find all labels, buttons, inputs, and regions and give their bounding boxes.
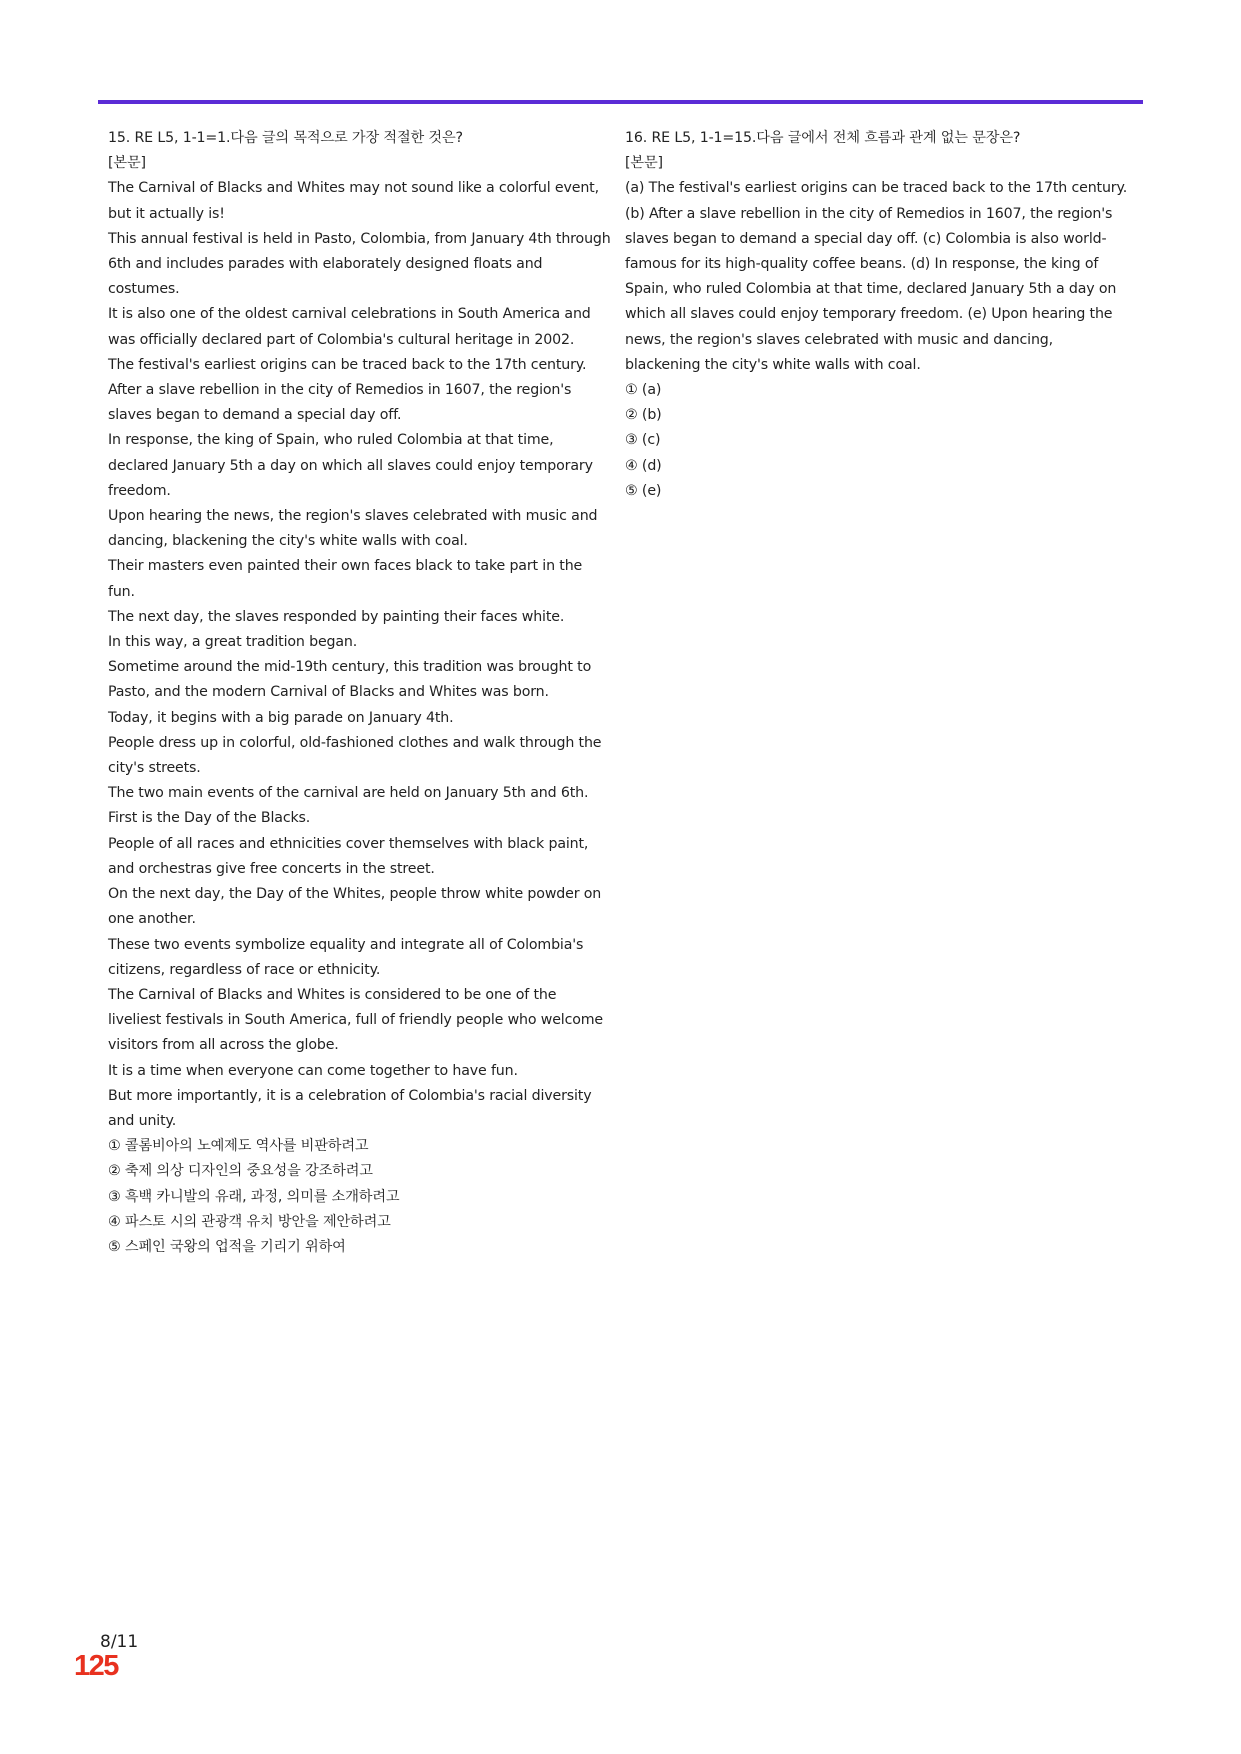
answer-choice-1[interactable]: ① 콜롬비아의 노예제도 역사를 비판하려고 bbox=[108, 1138, 369, 1155]
answer-choice-4[interactable]: ④ (d) bbox=[625, 457, 662, 474]
passage-sentence: People of all races and ethnicities cover themselves with black paint, and orchestras give free concerts in the street. bbox=[108, 835, 589, 877]
answer-choice-3[interactable]: ③ 흑백 카니발의 유래, 과정, 의미를 소개하려고 bbox=[108, 1188, 400, 1205]
passage-sentence: These two events symbolize equality and integrate all of Colombia's citizens, regardless of race or ethnicity. bbox=[108, 936, 584, 978]
answer-choice-2[interactable]: ② 축제 의상 디자인의 중요성을 강조하려고 bbox=[108, 1163, 373, 1180]
passage-sentence: After a slave rebellion in the city of Remedios in 1607, the region's slaves began to demand a special day off. bbox=[108, 382, 572, 424]
passage-sentence: The festival's earliest origins can be traced back to the 17th century. bbox=[108, 356, 587, 373]
passage-sentence: This annual festival is held in Pasto, Colombia, from January 4th through 6th and includes parades with elaborately designed floats and costumes. bbox=[108, 230, 611, 298]
passage-sentence: It is a time when everyone can come together to have fun. bbox=[108, 1062, 518, 1079]
passage-sentence: Their masters even painted their own faces black to take part in the fun. bbox=[108, 558, 583, 600]
passage-sentence: First is the Day of the Blacks. bbox=[108, 810, 311, 827]
passage-sentence: In this way, a great tradition began. bbox=[108, 634, 358, 651]
answer-choice-5[interactable]: ⑤ (e) bbox=[625, 482, 662, 499]
page-number-logo: 125 bbox=[74, 1650, 118, 1682]
question-16-header: 16. RE L5, 1-1=15.다음 글에서 전체 흐름과 관계 없는 문장은? bbox=[625, 130, 1021, 146]
question-16-passage: (a) The festival's earliest origins can be traced back to the 17th century. (b) After a slave rebellion in the city of Remedios in 1607, the region's slaves began to demand a special day off. (c) Colombia is also world-famous for its high-quality coffee beans. (d) In response, the king of Spain, who ruled Colombia at that time, declared January 5th a day on which all slaves could enjoy temporary freedom. (e) Upon hearing the news, the region's slaves celebrated with music and dancing, blackening the city's white walls with coal. bbox=[625, 180, 1128, 373]
answer-choice-2[interactable]: ② (b) bbox=[625, 407, 662, 424]
passage-sentence: The two main events of the carnival are held on January 5th and 6th. bbox=[108, 785, 589, 802]
question-15-header: 15. RE L5, 1-1=1.다음 글의 목적으로 가장 적절한 것은? bbox=[108, 130, 463, 146]
answer-choice-4[interactable]: ④ 파스토 시의 관광객 유치 방안을 제안하려고 bbox=[108, 1213, 391, 1230]
answer-choice-5[interactable]: ⑤ 스페인 국왕의 업적을 기리기 위하여 bbox=[108, 1238, 346, 1255]
top-divider-rule bbox=[98, 100, 1143, 104]
question-15 bbox=[108, 126, 613, 1260]
passage-sentence: The Carnival of Blacks and Whites is considered to be one of the liveliest festivals in South America, full of friendly people who welcome visitors from all across the globe. bbox=[108, 986, 604, 1054]
question-16-passage-label: [본문] bbox=[625, 155, 663, 172]
passage-sentence: Upon hearing the news, the region's slaves celebrated with music and dancing, blackening the city's white walls with coal. bbox=[108, 508, 598, 550]
passage-sentence: In response, the king of Spain, who ruled Colombia at that time, declared January 5th a day on which all slaves could enjoy temporary freedom. bbox=[108, 432, 593, 499]
passage-sentence: Sometime around the mid-19th century, this tradition was brought to Pasto, and the modern Carnival of Blacks and Whites was born. bbox=[108, 659, 592, 701]
passage-sentence: The Carnival of Blacks and Whites may not sound like a colorful event, but it actually is! bbox=[108, 180, 599, 222]
passage-sentence: On the next day, the Day of the Whites, people throw white powder on one another. bbox=[108, 886, 602, 928]
answer-choice-3[interactable]: ③ (c) bbox=[625, 432, 661, 449]
page-indicator: 8/11 bbox=[100, 1632, 139, 1652]
passage-sentence: Today, it begins with a big parade on January 4th. bbox=[108, 709, 454, 726]
question-16 bbox=[625, 126, 1130, 504]
passage-sentence: It is also one of the oldest carnival celebrations in South America and was officially declared part of Colombia's cultural heritage in 2002. bbox=[108, 306, 591, 348]
answer-choice-1[interactable]: ① (a) bbox=[625, 382, 662, 399]
question-15-passage-label: [본문] bbox=[108, 155, 146, 172]
passage-sentence: But more importantly, it is a celebration of Colombia's racial diversity and unity. bbox=[108, 1087, 592, 1129]
passage-sentence: People dress up in colorful, old-fashioned clothes and walk through the city's streets. bbox=[108, 734, 602, 777]
passage-sentence: The next day, the slaves responded by painting their faces white. bbox=[108, 608, 565, 625]
